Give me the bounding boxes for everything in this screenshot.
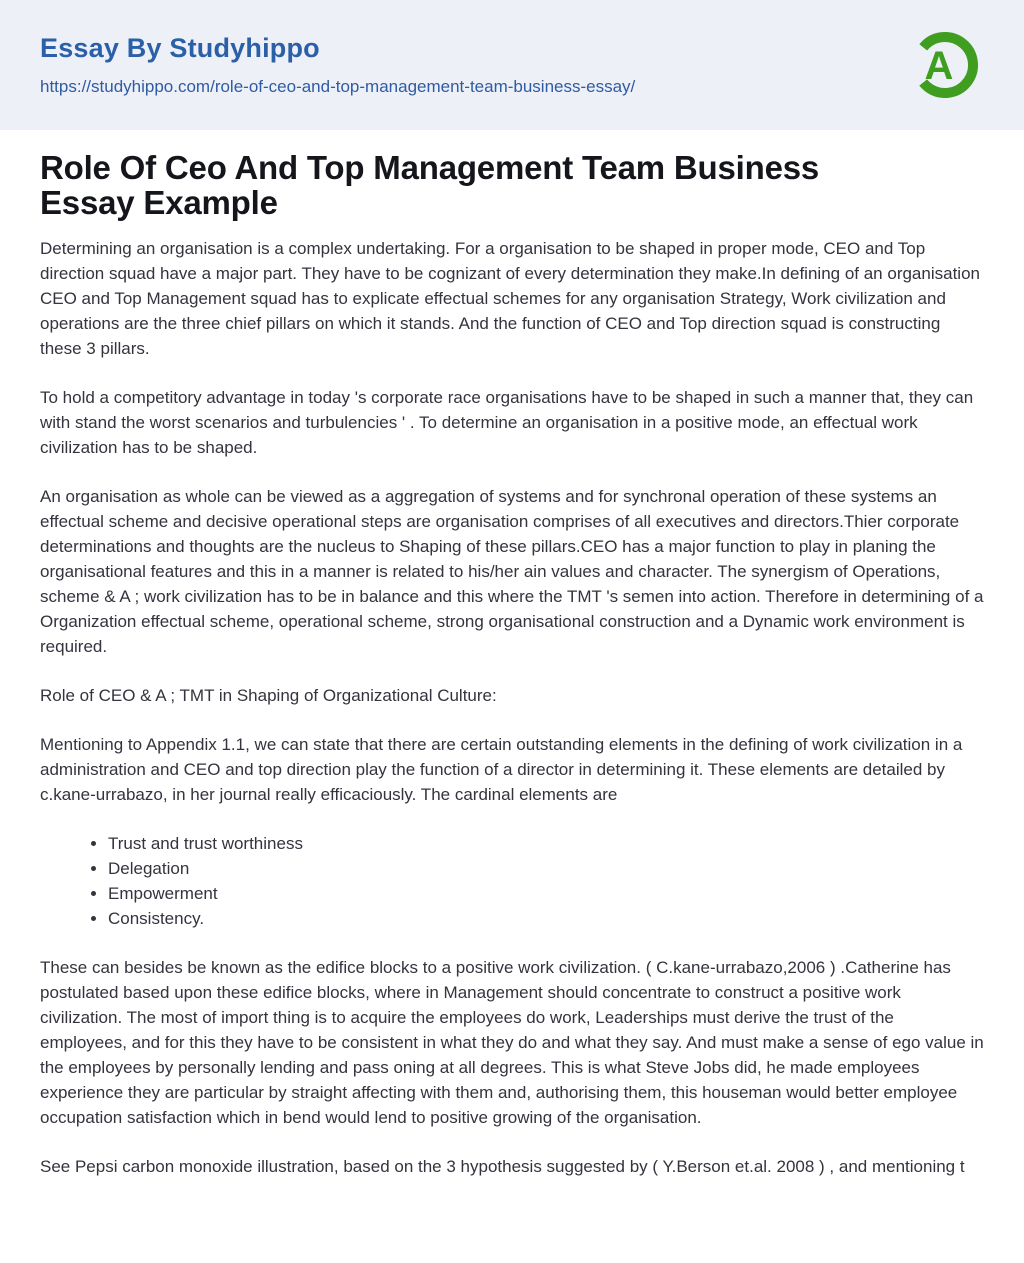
essay-section-heading: Role of CEO & A ; TMT in Shaping of Organizational Culture: (40, 685, 497, 705)
essay-paragraph: Determining an organisation is a complex undertaking. For a organisation to be shaped in proper mode, CEO and Top direction squad have a major part. They have to be cognizant of every determination they make.In defining of an organisation CEO and Top Management squad has to explicate effectual schemes for any organisation Strategy, Work civilization and operations are the three chief pillars on which it stands. And the function of CEO and Top direction squad is constructing these 3 pillars. (40, 238, 980, 358)
essay-paragraph: These can besides be known as the edifice blocks to a positive work civilization. ( C.kane-urrabazo,2006 ) .Catherine has postulated based upon these edifice blocks, where in Management should concentrate to construct a positive work civilization. The most of import thing is to acquire the employees do work, Leaderships must derive the trust of the employees, and for this they have to be consistent in what they do and what they say. And must make a sense of ego value in the employees by personally lending and pass oning at all degrees. This is what Steve Jobs did, he made employees experience they are particular by straight affecting with them and, authorising them, this houseman would better employee occupation satisfaction which in bend would lend to positive growing of the organisation. (40, 957, 984, 1127)
logo-ring-icon (906, 26, 984, 104)
essay-paragraph: Mentioning to Appendix 1.1, we can state that there are certain outstanding elements in the defining of work civilization in a administration and CEO and top direction play the function of a director in determining it. These elements are detailed by c.kane-urrabazo, in her journal really efficaciously. The cardinal elements are (40, 734, 963, 804)
list-item: • Consistency. (108, 906, 984, 931)
list-item: • Empowerment (108, 881, 984, 906)
header-text-block (40, 33, 635, 97)
page-header (0, 0, 1024, 130)
essay-paragraph: To hold a competitory advantage in today 's corporate race organisations have to be shaped in such a manner that, they can with stand the worst scenarios and turbulencies ' . To determine an organisation in a positive mode, an effectual work civilization has to be shaped. (40, 387, 974, 457)
logo-letter: A (924, 44, 954, 88)
essay-paragraph: An organisation as whole can be viewed as a aggregation of systems and for synchronal operation of these systems an effectual scheme and decisive operational steps are organisation comprises of all executives and directors.Thier corporate determinations and thoughts are the nucleus to Shaping of these pillars.CEO has a major function to play in planing the organisational features and this in a manner is related to his/her ain values and character. The synergism of Operations, scheme & A ; work civilization has to be in balance and this where the TMT 's semen into action. Therefore in determining of a Organization effectual scheme, operational scheme, strong organisational construction and a Dynamic work environment is required. (40, 486, 984, 656)
site-title: Essay By Studyhippo (40, 33, 320, 63)
essay-title: Role Of Ceo And Top Management Team Business Essay Example (40, 149, 820, 222)
list-item: • Delegation (108, 856, 984, 881)
cardinal-elements-list (40, 831, 984, 931)
page-url-link[interactable]: https://studyhippo.com/role-of-ceo-and-top-management-team-business-essay/ (40, 77, 636, 96)
essay-content (0, 130, 1024, 1263)
essay-paragraph: See Pepsi carbon monoxide illustration, based on the 3 hypothesis suggested by ( Y.Berson et.al. 2008 ) , and mentioning t (40, 1156, 965, 1176)
studyhippo-logo-icon (906, 26, 984, 104)
list-item: • Trust and trust worthiness (108, 831, 984, 856)
